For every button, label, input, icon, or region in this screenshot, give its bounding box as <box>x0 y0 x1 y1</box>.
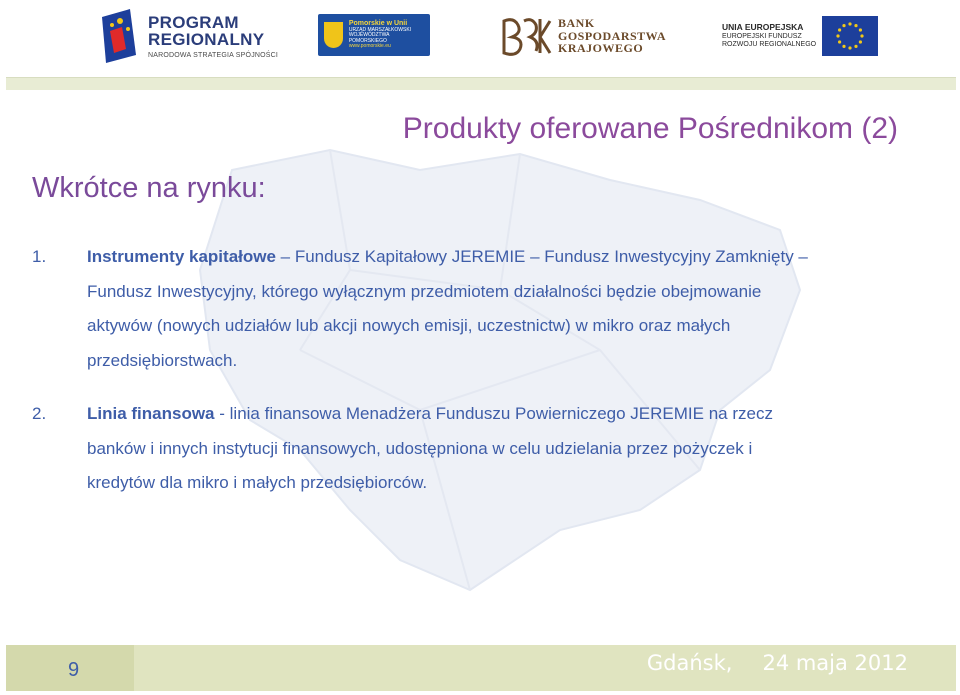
pomorskie-line1: Pomorskie w Unii <box>348 20 408 28</box>
slide-subtitle: Wkrótce na rynku: <box>32 172 266 204</box>
list-item <box>32 240 812 378</box>
slide-title: Produkty oferowane Pośrednikom (2) <box>402 112 898 145</box>
footer-date: 24 maja 2012 <box>762 651 908 675</box>
list-item-term: Instrumenty kapitałowe <box>87 247 276 266</box>
header-divider-bar <box>6 77 956 90</box>
program-regionalny-logo <box>100 6 280 66</box>
pomorskie-logo <box>318 14 430 56</box>
list-item-term: Linia finansowa <box>87 404 215 423</box>
program-regionalny-emblem-icon <box>100 9 140 63</box>
bgk-line1: BANK <box>558 16 595 31</box>
list-item-text: - linia finansowa Menadżera Funduszu Powierniczego JEREMIE na rzecz banków i innych instytucji finansowych, udostępniona w celu udzielania przez pożyczek i kredytów dla mikro i małych przedsiębiorców. <box>87 404 773 492</box>
list-item-number: 2. <box>32 404 47 423</box>
bgk-monogram-icon <box>500 15 552 57</box>
eu-line2: EUROPEJSKI FUNDUSZ <box>722 32 802 40</box>
program-regionalny-line2: REGIONALNY <box>148 29 265 49</box>
pomorskie-line4: www.pomorskie.eu <box>348 43 391 50</box>
bgk-logo <box>500 6 670 66</box>
program-regionalny-line1: PROGRAM <box>148 12 239 32</box>
footer-location-date <box>647 651 908 675</box>
eu-logo <box>722 6 888 66</box>
product-list <box>32 240 812 501</box>
logo-strip <box>0 0 960 74</box>
list-item <box>32 397 812 501</box>
bgk-line2: GOSPODARSTWA <box>558 28 667 43</box>
bgk-line3: KRAJOWEGO <box>558 41 644 56</box>
eu-line3: ROZWOJU REGIONALNEGO <box>722 40 817 48</box>
footer-page-box <box>6 645 134 691</box>
eu-flag-icon <box>822 16 878 56</box>
list-item-text: – Fundusz Kapitałowy JEREMIE – Fundusz Inwestycyjny Zamknięty – Fundusz Inwestycyjny, którego wyłącznym przedmiotem działalności będzie obejmowanie aktywów (nowych udziałów lub akcji nowych emisji, uczestnictw) w mikro oraz małych przedsiębiorstwach. <box>87 247 808 370</box>
list-item-number: 1. <box>32 247 47 266</box>
griffin-crest-icon <box>324 22 343 48</box>
footer-bar <box>6 645 956 691</box>
pomorskie-line2: URZĄD MARSZAŁKOWSKI <box>348 26 412 33</box>
page-number: 9 <box>68 659 80 681</box>
eu-line1: UNIA EUROPEJSKA <box>722 22 804 33</box>
footer-city: Gdańsk, <box>646 651 733 675</box>
pomorskie-line3: WOJEWÓDZTWA POMORSKIEGO <box>348 32 390 44</box>
program-regionalny-line3: NARODOWA STRATEGIA SPÓJNOŚCI <box>148 51 279 59</box>
